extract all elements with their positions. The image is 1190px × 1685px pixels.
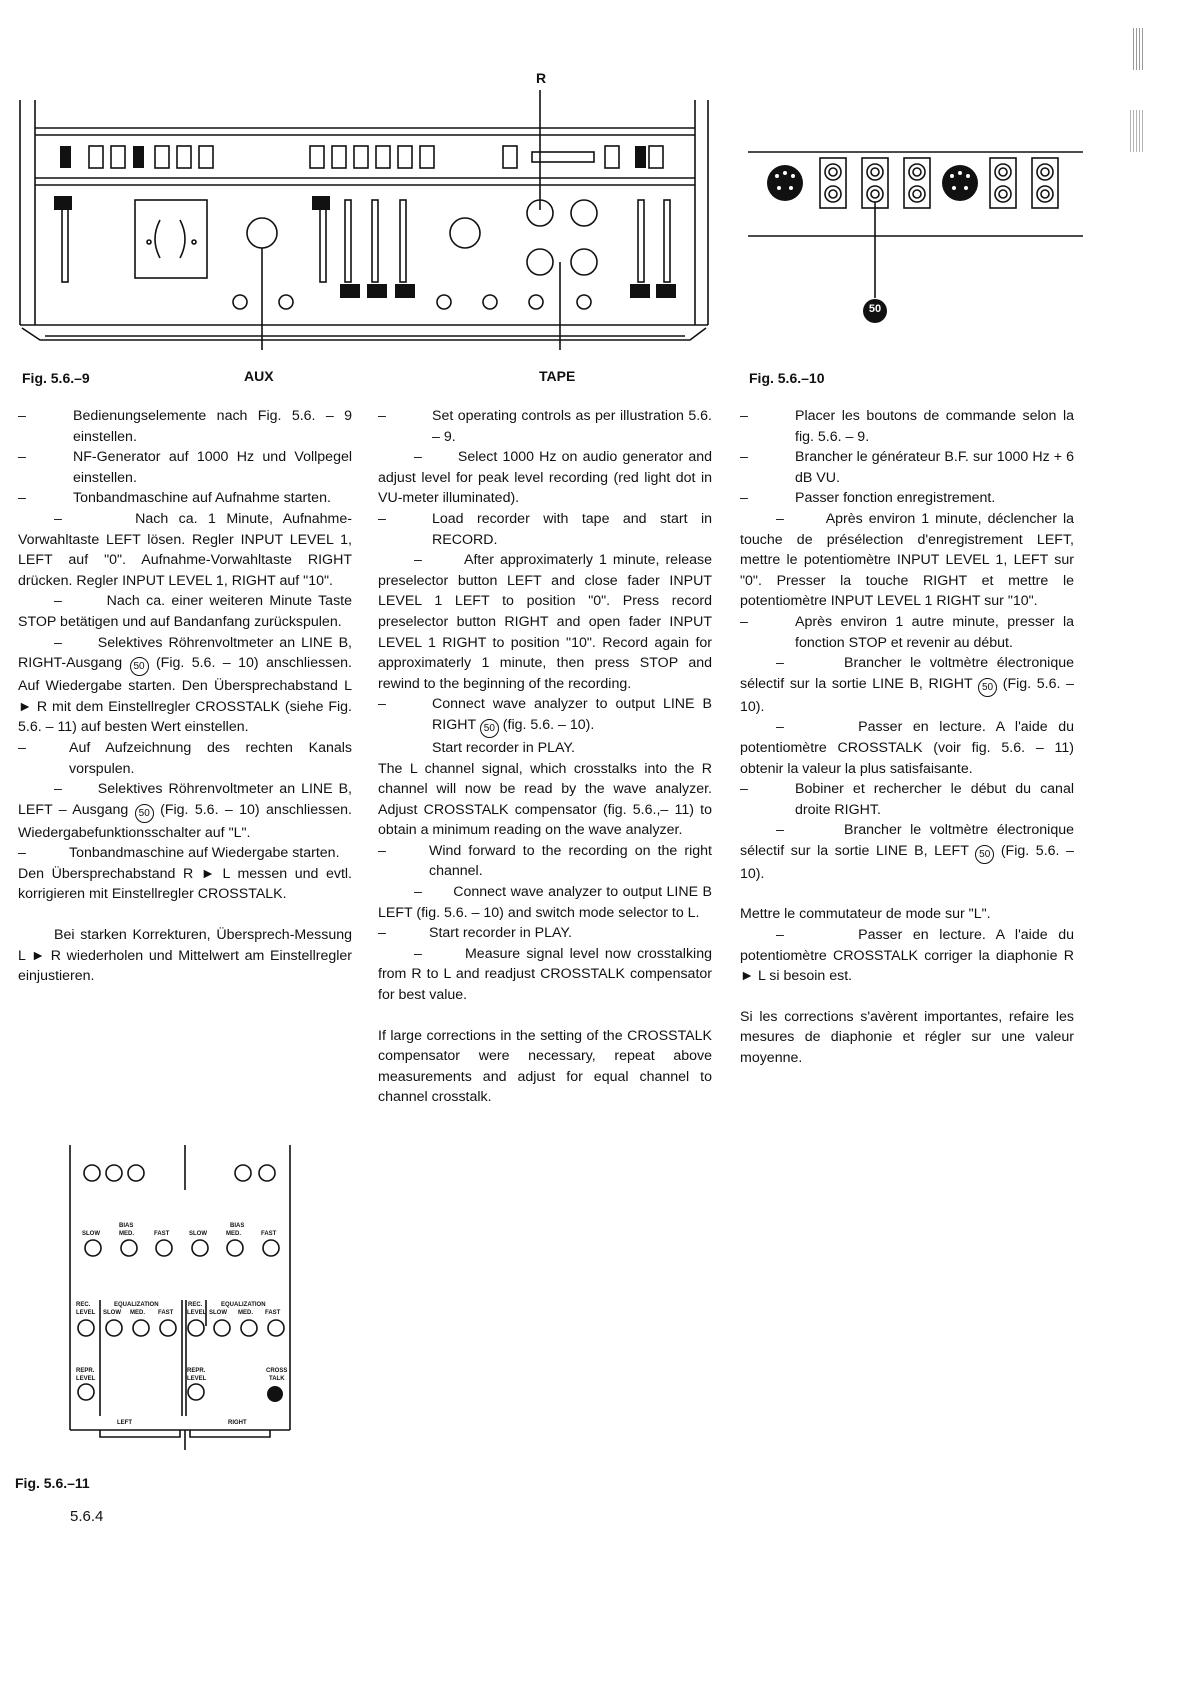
cross-label: CROSS	[266, 1368, 288, 1374]
level-label: LEVEL	[76, 1376, 96, 1382]
french-item-10: – Passer en lecture. A l'aide du potentiomètre CROSSTALK corriger la diaphonie R ► L si besoin est.	[740, 927, 1074, 985]
german-paragraph-1: Den Übersprechabstand R ► L messen und evtl. korrigieren mit Einstellregler CROSSTALK.	[18, 865, 352, 903]
adjustment-panel-labels	[60, 1140, 300, 1460]
fig9-caption: Fig. 5.6.–9	[22, 370, 90, 386]
french-item-8: – Bobiner et rechercher le début du canal droite RIGHT.	[740, 781, 1074, 818]
level-label: LEVEL	[76, 1310, 96, 1316]
english-item-4: – After approximaterly 1 minute, release preselector button LEFT and close fader INPUT LEVEL 1 LEFT to position "0". Press record preselector button RIGHT and open fader INPUT LEVEL 1 RIGHT to position "10". Record again for approximaterly 1 minute, then press STOP and rewind to the beginning of the recording.	[378, 552, 712, 692]
english-item-9: – Measure signal level now crosstalking from R to L and readjust CROSSTALK compensator for best value.	[378, 945, 712, 1004]
french-paragraph-1: Mettre le commutateur de mode sur "L".	[740, 906, 991, 923]
talk-label: TALK	[269, 1376, 285, 1382]
english-item-7: – Connect wave analyzer to output LINE B LEFT (fig. 5.6. – 10) and switch mode selector to L.	[378, 884, 712, 921]
english-paragraph-2: If large corrections in the setting of the CROSSTALK compensator were necessary, repeat above measurements and adjust for equal channel to channel crosstalk.	[378, 1027, 712, 1106]
german-item-9: – Tonbandmaschine auf Wiedergabe starten.	[18, 845, 340, 862]
fast-label: FAST	[261, 1231, 277, 1237]
french-paragraph-2: Si les corrections s'avèrent importantes, refaire les mesures de diaphonie et régler sur une valeur moyenne.	[740, 1008, 1074, 1067]
fig11-caption: Fig. 5.6.–11	[15, 1475, 90, 1491]
callout-50: 50	[975, 845, 994, 864]
med-label: MED.	[119, 1231, 134, 1237]
fig9-label-tape: TAPE	[539, 368, 576, 384]
english-item-8: – Start recorder in PLAY.	[378, 925, 572, 942]
english-item-5: – Connect wave analyzer to output LINE B RIGHT 50 (fig. 5.6. – 10). Start recorder in PLAY.	[378, 696, 712, 756]
french-item-1: – Placer les boutons de commande selon la fig. 5.6. – 9.	[740, 408, 1074, 445]
french-item-5: – Après environ 1 autre minute, presser la fonction STOP et revenir au début.	[740, 613, 1074, 651]
callout-50: 50	[135, 804, 154, 823]
english-paragraph-1: The L channel signal, which crosstalks into the R channel will now be read by the wave analyzer. Adjust CROSSTALK compensator (fig. 5.6.,– 11) to obtain a minimum reading on the wave analyzer.	[378, 760, 712, 839]
scan-artifact	[1133, 28, 1145, 70]
french-item-4: – Après environ 1 minute, déclencher la touche de présélection d'enregistrement LEFT, mettre le potentiomètre INPUT LEVEL 1, LEFT sur "0". Presser la touche RIGHT et mettre le potentiomètre INPUT LEVEL 1 RIGHT sur "10".	[740, 510, 1074, 610]
french-item-9: – Brancher le voltmètre électronique sélectif sur la sortie LINE B, LEFT 50 (Fig. 5.6. – 10).	[740, 822, 1075, 882]
german-item-4: – Nach ca. 1 Minute, Aufnahme-Vorwahltaste LEFT lösen. Regler INPUT LEVEL 1, LEFT auf "0". Aufnahme-Vorwahltaste RIGHT drücken. Regler INPUT LEVEL 1, RIGHT auf "10".	[18, 510, 352, 589]
callout-50: 50	[480, 719, 499, 738]
fast-label: FAST	[158, 1310, 174, 1316]
rec-label: REC.	[76, 1302, 91, 1308]
scan-artifact	[1130, 110, 1144, 152]
french-item-6: – Brancher le voltmètre électronique sélectif sur la sortie LINE B, RIGHT 50 (Fig. 5.6. – 10).	[740, 655, 1075, 715]
repr-label: REPR.	[187, 1368, 206, 1374]
german-item-2: – NF-Generator auf 1000 Hz und Vollpegel einstellen.	[18, 449, 352, 486]
equalization-label: EQUALIZATION	[114, 1302, 159, 1308]
fig9-label-r: R	[536, 70, 547, 86]
med-label: MED.	[238, 1310, 253, 1316]
fig10-caption: Fig. 5.6.–10	[749, 370, 825, 386]
english-column	[378, 406, 712, 1108]
english-item-6: – Wind forward to the recording on the right channel.	[378, 842, 712, 880]
callout-50: 50	[978, 678, 997, 697]
german-item-5: – Nach ca. einer weiteren Minute Taste STOP betätigen und auf Bandanfang zurückspulen.	[18, 593, 352, 630]
right-label: RIGHT	[228, 1420, 247, 1426]
german-column	[18, 406, 352, 987]
french-column	[740, 406, 1074, 1069]
german-item-6: – Selektives Röhrenvoltmeter an LINE B, RIGHT-Ausgang 50 (Fig. 5.6. – 10) anschliessen. Auf Wiedergabe starten. Den Übersprechabstand L ► R mit dem Einstellregler CROSSTALK (siehe Fig. 5.6. – 11) auf besten Wert einstellen.	[18, 634, 352, 736]
french-item-2: – Brancher le générateur B.F. sur 1000 Hz + 6 dB VU.	[740, 449, 1074, 486]
slow-label: SLOW	[103, 1310, 121, 1316]
bias-label-right: BIAS	[230, 1223, 245, 1229]
german-item-1: – Bedienungselemente nach Fig. 5.6. – 9 einstellen.	[18, 408, 352, 445]
med-label: MED.	[226, 1231, 241, 1237]
bias-label-left: BIAS	[119, 1223, 134, 1229]
english-item-2: – Select 1000 Hz on audio generator and adjust level for peak level recording (red light dot in VU-meter illuminated).	[378, 449, 712, 507]
german-item-3: – Tonbandmaschine auf Aufnahme starten.	[18, 490, 331, 507]
rec-label: REC.	[188, 1302, 203, 1308]
english-item-1: – Set operating controls as per illustration 5.6. – 9.	[378, 408, 712, 445]
french-item-7: – Passer en lecture. A l'aide du potentiomètre CROSSTALK (voir fig. 5.6. – 11) obtenir la valeur la plus satisfaisante.	[740, 719, 1074, 777]
level-label: LEVEL	[187, 1310, 207, 1316]
page-number: 5.6.4	[70, 1508, 104, 1525]
callout-50: 50	[130, 657, 149, 676]
rear-connectors-diagram	[748, 148, 1088, 328]
french-item-3: – Passer fonction enregistrement.	[740, 490, 996, 507]
fig10-marker-50: 50	[868, 303, 882, 315]
slow-label: SLOW	[209, 1310, 227, 1316]
repr-label: REPR.	[76, 1368, 95, 1374]
german-paragraph-2: Bei starken Korrekturen, Übersprech-Messung L ► R wiederholen und Mittelwert am Einstellregler einjustieren.	[18, 927, 352, 985]
front-panel-diagram	[0, 90, 710, 380]
med-label: MED.	[130, 1310, 145, 1316]
level-label: LEVEL	[187, 1376, 207, 1382]
slow-label: SLOW	[82, 1231, 100, 1237]
fast-label: FAST	[154, 1231, 170, 1237]
fig9-label-aux: AUX	[244, 368, 274, 384]
fast-label: FAST	[265, 1310, 281, 1316]
left-label: LEFT	[117, 1420, 132, 1426]
equalization-label: EQUALIZATION	[221, 1302, 266, 1308]
slow-label: SLOW	[189, 1231, 207, 1237]
english-item-3: – Load recorder with tape and start in RECORD.	[378, 510, 712, 548]
german-item-7: – Auf Aufzeichnung des rechten Kanals vorspulen.	[18, 739, 352, 777]
german-item-8: – Selektives Röhrenvoltmeter an LINE B, LEFT – Ausgang 50 (Fig. 5.6. – 10) anschliessen. Wiedergabefunktionsschalter auf "L".	[18, 781, 353, 841]
